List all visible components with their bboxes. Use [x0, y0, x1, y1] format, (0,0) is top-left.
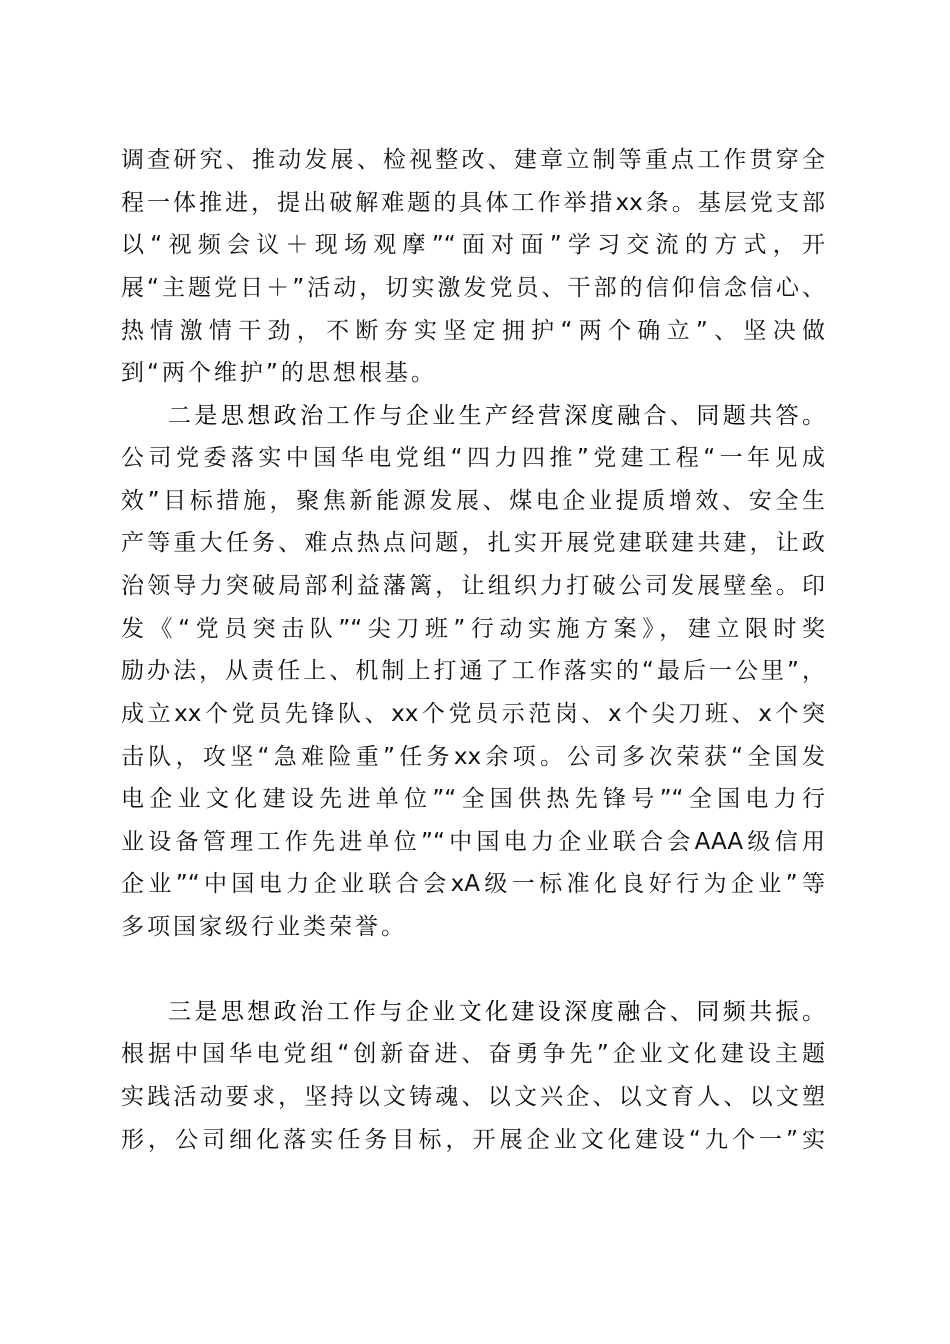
body-text-line: 实践活动要求，坚持以文铸魂、以文兴企、以文育人、以文塑	[121, 1084, 825, 1110]
body-text-line: 程一体推进，提出破解难题的具体工作举措xx条。基层党支部	[121, 190, 825, 216]
body-text-line: 效”目标措施，聚焦新能源发展、煤电企业提质增效、安全生	[121, 488, 825, 514]
body-text-line: 产等重大任务、难点热点问题，扎实开展党建联建共建，让政	[121, 530, 825, 556]
body-text-line: 励办法，从责任上、机制上打通了工作落实的“最后一公里”，	[121, 658, 825, 684]
body-text-line: 多项国家级行业类荣誉。	[121, 914, 407, 940]
body-text-line: 击队，攻坚“急难险重”任务xx余项。公司多次荣获“全国发	[121, 744, 825, 770]
section-heading: 三是思想政治工作与企业文化建设深度融合、同频共振。	[168, 999, 825, 1025]
body-text-line: 到“两个维护”的思想根基。	[121, 360, 437, 386]
body-text-line: 公司党委落实中国华电党组“四力四推”党建工程“一年见成	[121, 445, 825, 471]
body-text-line: 根据中国华电党组“创新奋进、奋勇争先”企业文化建设主题	[121, 1041, 825, 1067]
body-text-line: 以“视频会议＋现场观摩”“面对面”学习交流的方式，开	[121, 232, 825, 258]
body-text-line: 业设备管理工作先进单位”“中国电力企业联合会AAA级信用	[121, 829, 825, 855]
section-heading: 二是思想政治工作与企业生产经营深度融合、同题共答。	[168, 403, 825, 429]
body-text-line: 成立xx个党员先锋队、xx个党员示范岗、x个尖刀班、x个突	[121, 701, 825, 727]
body-text-line: 发《“党员突击队”“尖刀班”行动实施方案》，建立限时奖	[121, 616, 825, 642]
body-text-line: 调查研究、推动发展、检视整改、建章立制等重点工作贯穿全	[121, 147, 825, 173]
body-text-line: 热情激情干劲，不断夯实坚定拥护“两个确立”、坚决做	[121, 318, 825, 344]
body-text-line: 企业”“中国电力企业联合会xA级一标准化良好行为企业”等	[121, 871, 825, 897]
body-text-line: 治领导力突破局部利益藩篱，让组织力打破公司发展壁垒。印	[121, 573, 825, 599]
body-text-line: 展“主题党日＋”活动，切实激发党员、干部的信仰信念信心、	[121, 275, 825, 301]
body-text-line: 形，公司细化落实任务目标，开展企业文化建设“九个一”实	[121, 1127, 825, 1153]
body-text-line: 电企业文化建设先进单位”“全国供热先锋号”“全国电力行	[121, 786, 825, 812]
